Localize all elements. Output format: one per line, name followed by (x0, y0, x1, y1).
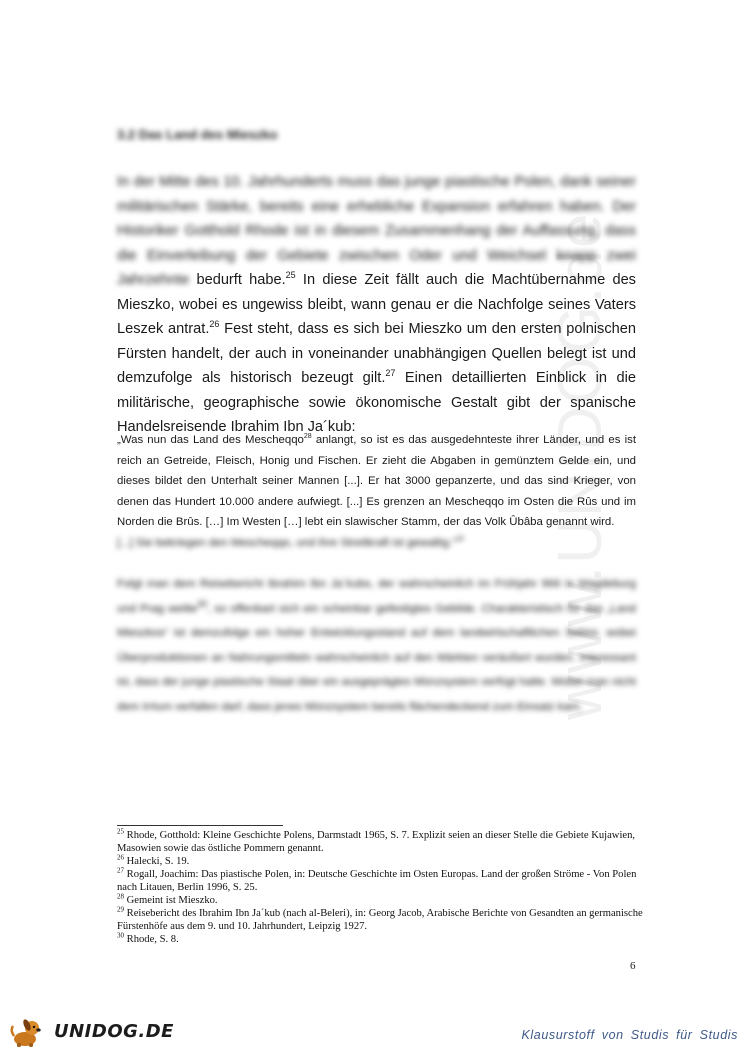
blurred-text: Folgt man dem Reisebericht Ibrahim Ibn Ja´kubs, der wahrscheinlich im Frühjahr 966 in Magdeburg und Prag weilte (117, 578, 636, 615)
footnote (117, 868, 647, 894)
footnote-ref[interactable]: 27 (385, 368, 396, 379)
quote-text: „Was nun das Land des Mescheqqo (117, 434, 304, 446)
section-heading: 3.2 Das Land des Mieszko (117, 127, 278, 142)
footnote-text: Rogall, Joachim: Das piastische Polen, in: Deutsche Geschichte im Osten Europas. Land der großen Ströme - Von Polen nach Litauen, Berlin 1996, S. 25. (117, 869, 637, 893)
footnote (117, 907, 647, 933)
footnote-text: Gemeint ist Mieszko. (124, 895, 218, 906)
footnote (117, 933, 647, 946)
paragraph-text: bedurft habe. (196, 272, 286, 288)
footnote-number: 30 (117, 931, 124, 940)
footnote-text: Rhode, S. 8. (124, 934, 179, 945)
footnote-divider (117, 825, 283, 826)
footnotes (117, 829, 647, 946)
quote-text: anlangt, so ist es das ausgedehnteste ihrer Länder, und es ist reich an Getreide, Fleisch, Honig und Fischen. Er zieht die Abgaben in gemünztem Gelde ein, und dieses bildet den Unterhalt seiner Mannen [...]. Er hat 3000 gepanzerte, und das sind Krieger, von denen das Hundert 10.000 andere aufwiegt. [...] Es grenzen an Mescheqqo im Osten die Rûs und im Norden die Brûs. […] Im Westen […] lebt ein slawischer Stamm, der das Volk Ûbâba genannt wird. (117, 434, 636, 529)
footnote (117, 829, 647, 855)
quote-tail: [...] Sie bekriegen den Mescheqqo, und ihre Streitkraft ist gewaltig.“ (117, 536, 456, 549)
block-quote (117, 430, 636, 554)
footnote-text: Halecki, S. 19. (124, 856, 190, 867)
footnote-ref[interactable]: 26 (209, 319, 220, 330)
watermark: www.UNIDOG.de (546, 211, 615, 720)
footnote-number: 27 (117, 866, 124, 875)
logo-text: UNIDOG.DE (54, 1021, 174, 1042)
footnote-ref: 30 (197, 598, 208, 609)
footnote-number: 29 (117, 905, 124, 914)
blurred-text (117, 537, 464, 549)
paragraph-text: In diese Zeit fällt auch die Machtübernahme des Mieszko, wobei es ungewiss bleibt, wann genau er die Nachfolge seines Vaters Leszek antrat. (117, 272, 636, 337)
footnote-ref[interactable]: 28 (303, 433, 312, 441)
page-number: 6 (630, 960, 636, 972)
footnote-number: 26 (117, 853, 124, 862)
footnote (117, 894, 647, 907)
body-paragraph-2 (117, 572, 636, 719)
paragraph-text: Einen detaillierten Einblick in die militärische, geographische sowie ökonomische Gestalt gibt der spanische Handelsreisende Ibrahim Ibn Ja´kub: (117, 370, 636, 435)
body-paragraph-1 (117, 170, 636, 440)
dog-mascot-icon (10, 1016, 44, 1048)
blurred-text: In der Mitte des 10. Jahrhunderts muss das junge piastische Polen, dank seiner militärischen Stärke, bereits eine erhebliche Expansion erfahren haben. Der Historiker Gotthold Rhode ist in diesem Zusammenhang der Auffassung, dass die Einverleibung der Gebiete zwischen Oder und Weichsel knapp zwei Jahrzehnte (117, 174, 636, 288)
paragraph-text: Fest steht, dass es sich bei Mieszko um den ersten polnischen Fürsten handelt, der auch in voneinander unabhängigen Quellen belegt ist und demzufolge als historisch bezeugt gilt. (117, 321, 636, 386)
footer-tagline: Klausurstoff von Studis für Studis (521, 1028, 738, 1042)
blurred-text: , so offenbart sich ein scheinbar gefestigtes Gebilde. Charakteristisch für das „Land Mieszkos“ ist demzufolge ein hoher Entwicklungsstand auf dem landwirtschaftlichen Sektor, wobei Überproduktionen an Nahrungsmitteln wahrscheinlich auf den Märkten veräußert wurden. Interessant ist, dass der junge piastische Staat über ein ausgeprägtes Münzsystem verfügt hatte. Wobei man nicht dem Irrtum verfallen darf, dass jenes Münzsystem bereits flächendeckend zum Einsatz kam. (117, 602, 636, 713)
footnote-ref[interactable]: 25 (285, 270, 296, 281)
footnote-text: Rhode, Gotthold: Kleine Geschichte Polens, Darmstadt 1965, S. 7. Explizit seien an dieser Stelle die Gebiete Kujawien, Masowien sowie das östliche Pommern genannt. (117, 830, 636, 854)
footnote (117, 855, 647, 868)
footnote-number: 28 (117, 892, 124, 901)
footnote-number: 25 (117, 827, 124, 836)
site-logo[interactable] (10, 1016, 174, 1048)
footnote-ref: 29 (455, 536, 464, 544)
footnote-text: Reisebericht des Ibrahim Ibn Ja´kub (nach al-Beleri), in: Georg Jacob, Arabische Berichte von Gesandten an germanische Fürstenhöfe aus dem 9. und 10. Jahrhundert, Leipzig 1927. (117, 908, 643, 932)
